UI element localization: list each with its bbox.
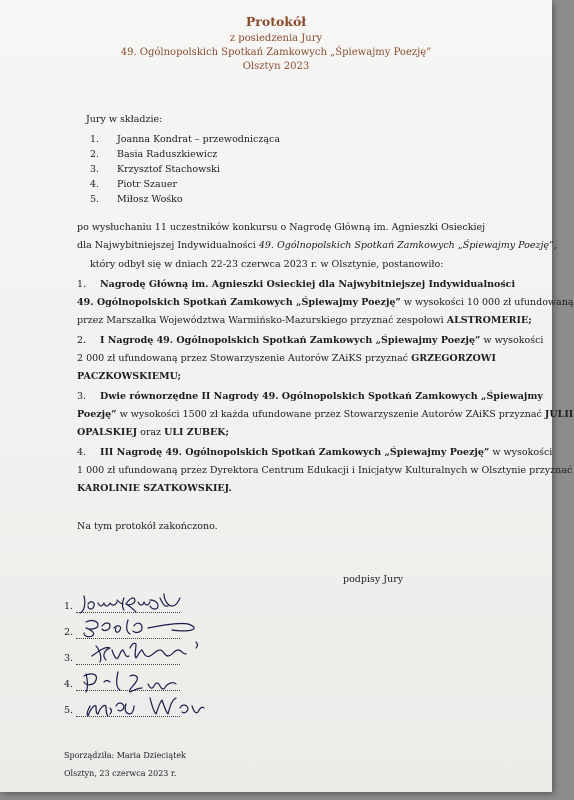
signature-scribble xyxy=(87,698,204,716)
jury-member-name: Miłosz Wośko xyxy=(117,194,183,205)
jury-heading: Jury w składzie: xyxy=(86,114,163,125)
document-title: Protokół xyxy=(245,14,307,29)
header-line-1: z posiedzenia Jury xyxy=(229,33,323,44)
intro-line-1: po wysłuchaniu 11 uczestników konkursu o Nagrodę Główną im. Agnieszki Osieckiej xyxy=(77,222,486,233)
jury-member-name: Piotr Szauer xyxy=(117,179,177,190)
award-number: 1. xyxy=(77,279,87,290)
award-4-line-1: III Nagrodę 49. Ogólnopolskich Spotkań Zamkowych „Śpiewajmy Poezję” w wysokości xyxy=(100,447,553,458)
signature-number: 3. xyxy=(64,653,74,664)
jury-member-number: 3. xyxy=(90,164,100,175)
award-3-line-2: Poezję” w wysokości 1500 zł każda ufundowane przez Stowarzyszenie Autorów ZAiKS przyznać JULII xyxy=(77,409,574,420)
award-3-line-3: OPALSKIEJ oraz ULI ZUBEK; xyxy=(77,427,230,438)
signature-number: 2. xyxy=(64,627,74,638)
award-4-line-2: 1 000 zł ufundowaną przez Dyrektora Centrum Edukacji i Inicjatyw Kulturalnych w Olsztynie przyznać xyxy=(77,465,573,476)
jury-member-number: 5. xyxy=(90,194,100,205)
signatures-heading: podpisy Jury xyxy=(343,574,404,585)
jury-member-number: 1. xyxy=(90,134,100,145)
signature-number: 5. xyxy=(64,705,74,716)
award-number: 2. xyxy=(77,335,87,346)
award-2-line-1: I Nagrodę 49. Ogólnopolskich Spotkań Zamkowych „Śpiewajmy Poezję” w wysokości xyxy=(100,335,544,346)
jury-member-number: 4. xyxy=(90,179,100,190)
award-number: 4. xyxy=(77,447,87,458)
header-line-2: 49. Ogólnopolskich Spotkań Zamkowych „Śpiewajmy Poezję” xyxy=(120,47,432,58)
award-3-line-1: Dwie równorzędne II Nagrody 49. Ogólnopolskich Spotkań Zamkowych „Śpiewajmy xyxy=(100,391,543,402)
intro-line-3: który odbył się w dniach 22-23 czerwca 2023 r. w Olsztynie, postanowiło: xyxy=(90,259,444,270)
signature-scribble xyxy=(84,620,194,637)
signature-number: 4. xyxy=(64,679,74,690)
jury-member-number: 2. xyxy=(90,149,100,160)
award-number: 3. xyxy=(77,391,87,402)
jury-member-name: Basia Raduszkiewicz xyxy=(117,149,218,160)
award-2-line-3: PACZKOWSKIEMU; xyxy=(77,371,182,382)
signature-scribble xyxy=(92,642,198,662)
award-1-line-2: 49. Ogólnopolskich Spotkań Zamkowych „Śpiewajmy Poezję” w wysokości 10 000 zł ufundowaną xyxy=(77,297,574,308)
award-1-line-1: Nagrodę Główną im. Agnieszki Osieckiej dla Najwybitniejszej Indywidualności xyxy=(100,279,516,290)
prepared-by: Sporządziła: Maria Dzieciątek xyxy=(64,751,186,760)
jury-member-name: Krzysztof Stachowski xyxy=(117,164,220,175)
header-line-3: Olsztyn 2023 xyxy=(242,61,310,72)
award-1-line-3: przez Marszałka Województwa Warmińsko-Mazurskiego przyznać zespołowi ALSTROMERIE; xyxy=(77,315,532,326)
intro-line-2: dla Najwybitniejszej Indywidualności 49. Ogólnopolskich Spotkań Zamkowych „Śpiewajmy Poezję”, xyxy=(77,240,557,251)
jury-member-name: Joanna Kondrat – przewodnicząca xyxy=(117,134,280,145)
closing-sentence: Na tym protokół zakończono. xyxy=(77,521,218,532)
signature-scribble xyxy=(80,594,180,613)
signature-scribble xyxy=(84,672,176,692)
award-4-line-3: KAROLINIE SZATKOWSKIEJ. xyxy=(77,483,232,494)
place-and-date: Olsztyn, 23 czerwca 2023 r. xyxy=(64,769,177,778)
signature-number: 1. xyxy=(64,601,74,612)
award-2-line-2: 2 000 zł ufundowaną przez Stowarzyszenie Autorów ZAiKS przyznać GRZEGORZOWI xyxy=(77,353,496,364)
